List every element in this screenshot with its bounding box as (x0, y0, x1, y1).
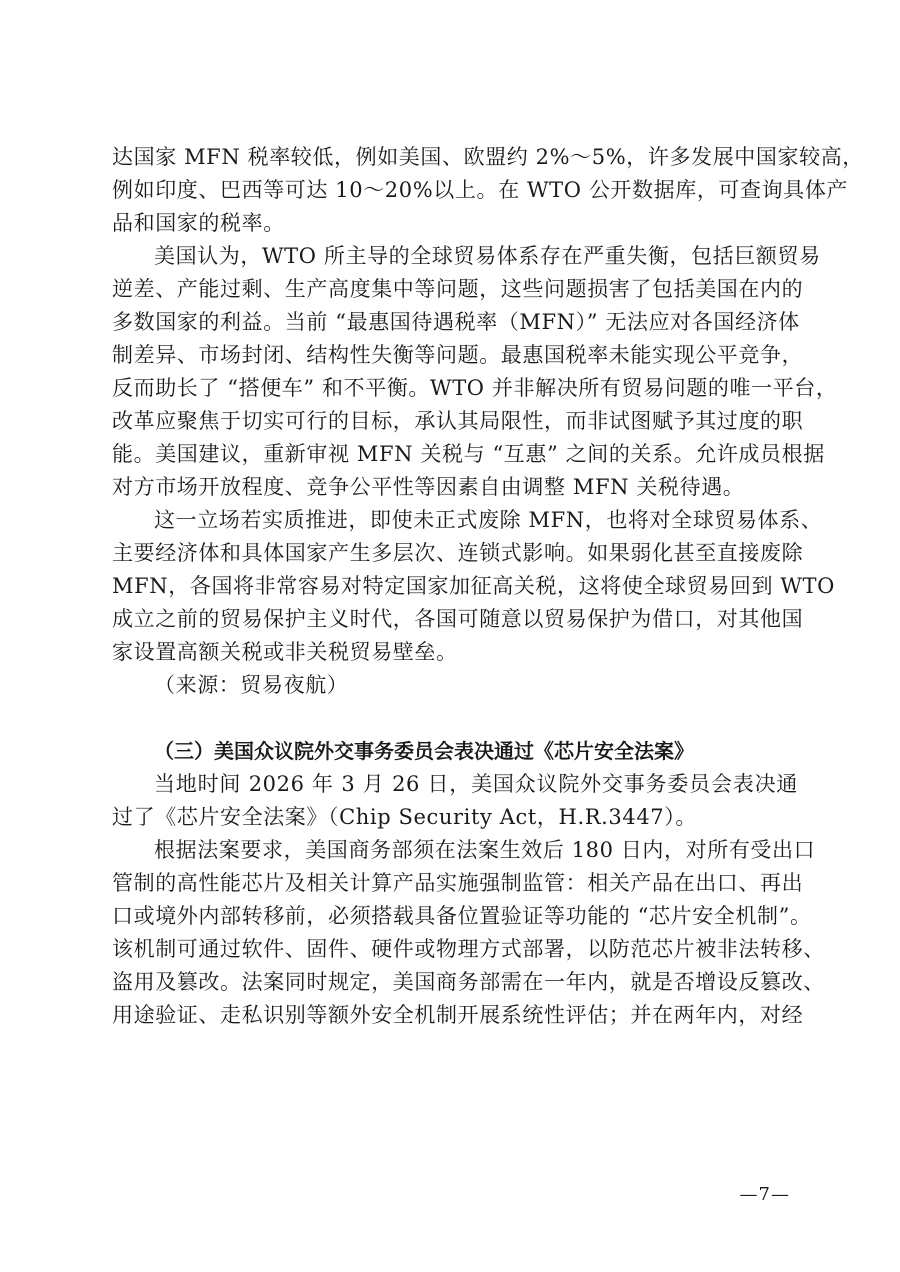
paragraph (112, 768, 798, 834)
text-line: 用途验证、走私识别等额外安全机制开展系统性评估；并在两年内，对经 (112, 1003, 804, 1027)
paragraph (112, 141, 864, 240)
text-line: 成立之前的贸易保护主义时代，各国可随意以贸易保护为借口，对其他国 (112, 607, 804, 631)
text-line: 例如印度、巴西等可达 10～20%以上。在 WTO 公开数据库，可查询具体产 (112, 178, 849, 202)
text-line: 达国家 MFN 税率较低，例如美国、欧盟约 2%～5%，许多发展中国家较高， (112, 145, 864, 169)
source-attribution: （来源：贸易夜航） (154, 673, 349, 697)
text-line: 反而助长了 “搭便车” 和不平衡。WTO 并非解决所有贸易问题的唯一平台， (112, 376, 838, 400)
text-line: 当地时间 2026 年 3 月 26 日，美国众议院外交事务委员会表决通 (154, 772, 798, 796)
text-line: 过了《芯片安全法案》（Chip Security Act，H.R.3447）。 (112, 805, 697, 829)
text-line: 美国认为，WTO 所主导的全球贸易体系存在严重失衡，包括巨额贸易 (154, 244, 821, 268)
text-line: 根据法案要求，美国商务部须在法案生效后 180 日内，对所有受出口 (154, 838, 816, 862)
paragraph (112, 834, 825, 1032)
page-number: —7— (739, 1184, 790, 1205)
paragraph-spacer (112, 702, 798, 735)
text-line: 多数国家的利益。当前 “最惠国待遇税率（MFN）” 无法应对各国经济体 (112, 310, 800, 334)
text-line: 主要经济体和具体国家产生多层次、连锁式影响。如果弱化甚至直接废除 (112, 541, 804, 565)
section-heading: （三）美国众议院外交事务委员会表决通过《芯片安全法案》 (154, 739, 694, 763)
text-line: 该机制可通过软件、固件、硬件或物理方式部署，以防范芯片被非法转移、 (112, 937, 825, 961)
body-text (112, 141, 864, 1032)
text-line: 盗用及篡改。法案同时规定，美国商务部需在一年内，就是否增设反篡改、 (112, 970, 825, 994)
text-line: 家设置高额关税或非关税贸易壁垒。 (112, 640, 458, 664)
text-line: MFN，各国将非常容易对特定国家加征高关税，这将使全球贸易回到 WTO (112, 574, 835, 598)
text-line: 品和国家的税率。 (112, 211, 285, 235)
text-line: 这一立场若实质推进，即使未正式废除 MFN，也将对全球贸易体系、 (154, 508, 823, 532)
text-line: 制差异、市场封闭、结构性失衡等问题。最惠国税率未能实现公平竞争， (112, 343, 804, 367)
text-line: 管制的高性能芯片及相关计算产品实施强制监管：相关产品在出口、再出 (112, 871, 804, 895)
text-line: 对方市场开放程度、竞争公平性等因素自由调整 MFN 关税待遇。 (112, 475, 745, 499)
paragraph (112, 240, 838, 504)
text-line: 口或境外内部转移前，必须搭载具备位置验证等功能的 “芯片安全机制”。 (112, 904, 812, 928)
text-line: 改革应聚焦于切实可行的目标，承认其局限性，而非试图赋予其过度的职 (112, 409, 804, 433)
text-line: 能。美国建议，重新审视 MFN 关税与 “互惠” 之间的关系。允许成员根据 (112, 442, 825, 466)
paragraph (112, 504, 835, 669)
text-line: 逆差、产能过剩、生产高度集中等问题，这些问题损害了包括美国在内的 (112, 277, 804, 301)
